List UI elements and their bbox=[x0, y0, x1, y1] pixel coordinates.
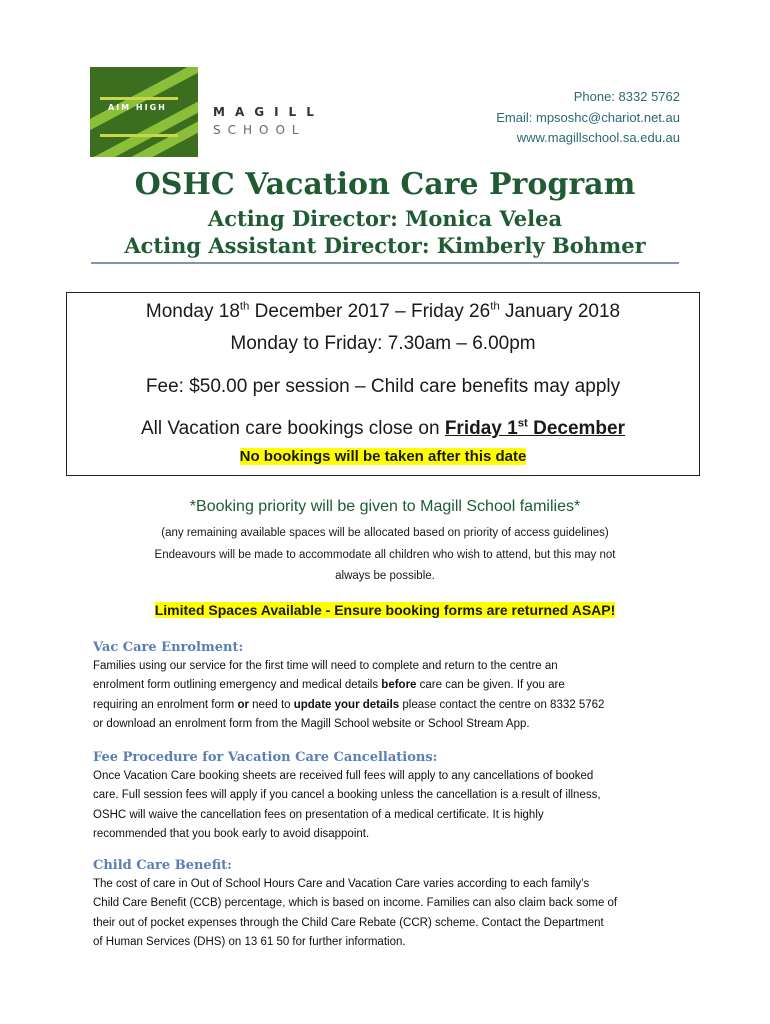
priority-note-1: (any remaining available spaces will be allocated based on priority of access guidelines) bbox=[161, 527, 609, 539]
contact-email[interactable]: Email: mpsoshc@chariot.net.au bbox=[496, 110, 680, 125]
logo-name-line2: SCHOOL bbox=[213, 123, 306, 137]
booking-close: All Vacation care bookings close on Friday 1st December bbox=[140, 417, 625, 439]
program-dates: Monday 18th December 2017 – Friday 26th January 2018 bbox=[145, 300, 621, 322]
program-details-box bbox=[66, 292, 700, 476]
director-line: Acting Director: Monica Velea bbox=[207, 206, 563, 231]
cancellations-heading: Fee Procedure for Vacation Care Cancellations: bbox=[93, 750, 438, 765]
priority-note-3: always be possible. bbox=[335, 570, 435, 582]
page-title: OSHC Vacation Care Program bbox=[134, 167, 636, 202]
program-hours: Monday to Friday: 7.30am – 6.00pm bbox=[230, 333, 536, 354]
logo-motto: AIM HIGH bbox=[108, 103, 167, 112]
child-care-benefit-text: The cost of care in Out of School Hours Care and Vacation Care varies according to each family’s Child Care Benefit (CCB) percentage, which is based on income. Families can also claim back some of their out of pocket expenses through the Child Care Rebate (CCR) scheme. Contact the Department of Human Services (DHS) on 13 61 50 for further information. bbox=[93, 878, 618, 949]
cancellations-text: Once Vacation Care booking sheets are received full fees will apply to any cancellations of booked care. Full session fees will apply if you cancel a booking unless the cancellation is a result of illness, OSHC will waive the cancellation fees on presentation of a medical certificate. It is highly recommended that you book early to avoid disappoint. bbox=[93, 770, 601, 841]
enrolment-text: Families using our service for the first time will need to complete and return to the centre an enrolment form outlining emergency and medical details before care can be given. If you are requiring an enrolment form or need to update your details please contact the centre on 8332 5762 or download an enrolment form from the Magill School website or School Stream App. bbox=[93, 660, 605, 731]
assistant-director-line: Acting Assistant Director: Kimberly Bohmer bbox=[124, 233, 646, 258]
heading-divider bbox=[91, 262, 679, 264]
logo-emblem bbox=[90, 67, 198, 157]
program-fee: Fee: $50.00 per session – Child care benefits may apply bbox=[145, 376, 621, 397]
contact-website[interactable]: www.magillschool.sa.edu.au bbox=[516, 130, 680, 145]
priority-note-2: Endeavours will be made to accommodate all children who wish to attend, but this may not bbox=[154, 549, 616, 561]
enrolment-heading: Vac Care Enrolment: bbox=[93, 640, 244, 655]
child-care-benefit-heading: Child Care Benefit: bbox=[93, 858, 232, 873]
logo-name-line1: MAGILL bbox=[213, 105, 324, 119]
limited-spaces-notice: Limited Spaces Available - Ensure booking forms are returned ASAP! bbox=[154, 602, 616, 618]
school-logo bbox=[90, 67, 322, 157]
booking-priority-headline: *Booking priority will be given to Magill School families* bbox=[189, 498, 581, 515]
contact-phone: Phone: 8332 5762 bbox=[573, 89, 680, 104]
no-bookings-notice: No bookings will be taken after this date bbox=[239, 448, 527, 465]
